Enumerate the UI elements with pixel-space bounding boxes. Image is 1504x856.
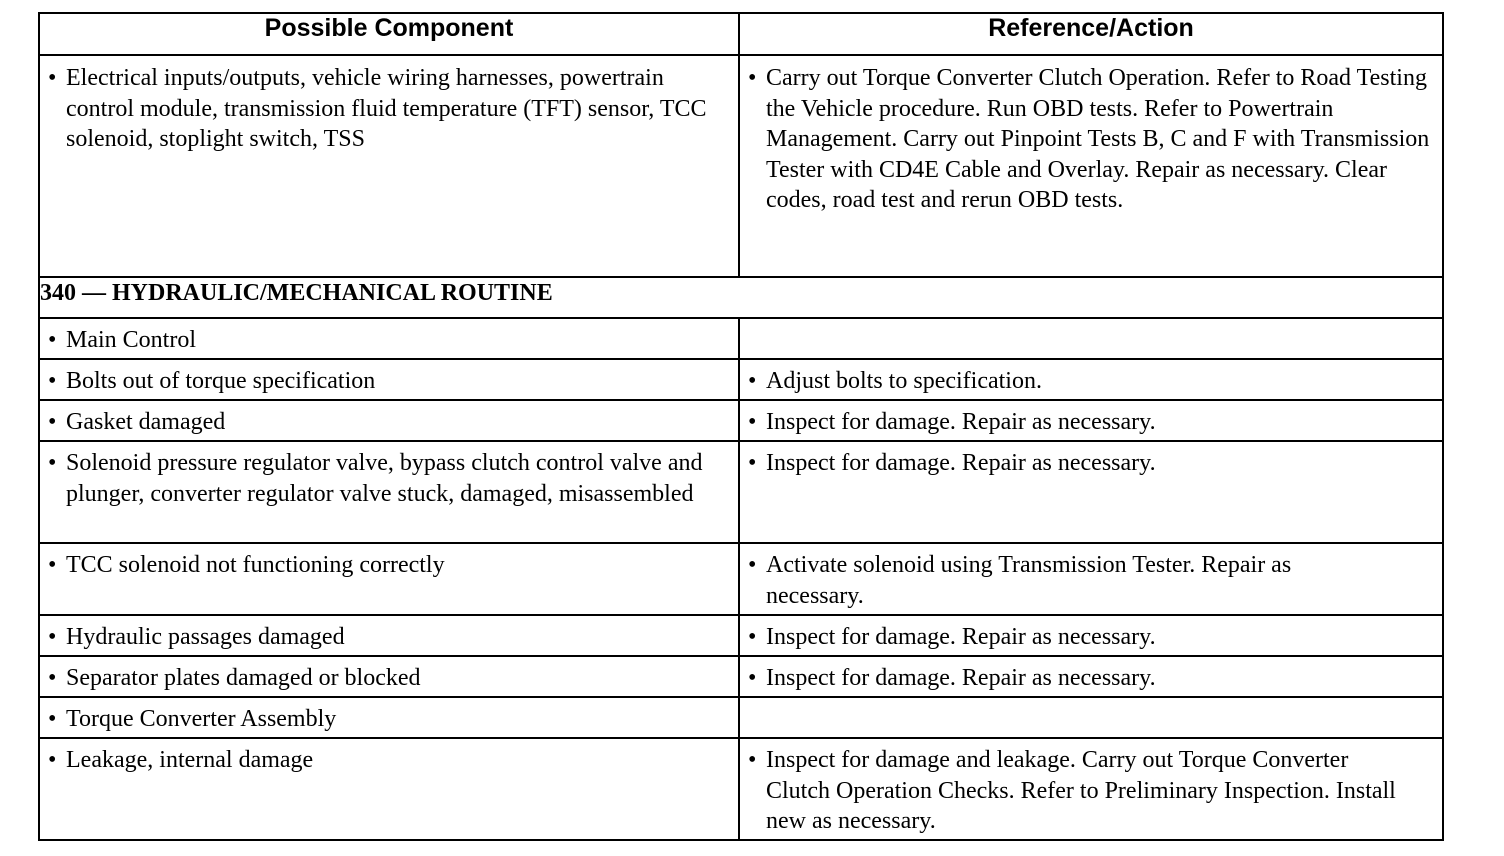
action-cell [739,441,1443,543]
table-row [39,656,1443,697]
action-cell [739,738,1443,840]
bullet-icon: • [48,409,57,435]
component-cell [39,656,739,697]
header-reference-action: Reference/Action [739,13,1443,55]
section-row [39,277,1443,318]
action-text: Inspect for damage. Repair as necessary. [766,665,1156,691]
bullet-icon: • [48,450,57,476]
action-text: Inspect for damage. Repair as necessary. [766,450,1156,476]
section-title: 340 — HYDRAULIC/MECHANICAL ROUTINE [39,277,1443,318]
action-cell [739,359,1443,400]
diagnostic-table [38,12,1444,841]
header-possible-component: Possible Component [39,13,739,55]
bullet-icon: • [48,665,57,691]
component-cell [39,543,739,615]
action-text: Inspect for damage and leakage. Carry out Torque Converter Clutch Operation Checks. Refer to Preliminary Inspection. Install new as necessary. [766,747,1396,834]
bullet-icon: • [748,409,757,435]
table-row [39,55,1443,277]
action-cell [739,697,1443,738]
bullet-icon: • [48,624,57,650]
action-text: Inspect for damage. Repair as necessary. [766,624,1156,650]
component-cell [39,55,739,277]
component-cell [39,359,739,400]
action-cell [739,656,1443,697]
bullet-icon: • [748,747,757,773]
action-cell [739,543,1443,615]
component-text: Leakage, internal damage [66,747,314,773]
bullet-icon: • [748,624,757,650]
action-cell [739,400,1443,441]
bullet-icon: • [48,327,57,353]
component-text: Main Control [66,327,196,353]
bullet-icon: • [748,65,757,91]
component-cell [39,615,739,656]
action-cell [739,55,1443,277]
component-text: Gasket damaged [66,409,226,435]
table-row [39,697,1443,738]
bullet-icon: • [748,368,757,394]
component-text: Bolts out of torque specification [66,368,376,394]
table-header-row [39,13,1443,55]
component-text: Separator plates damaged or blocked [66,665,421,691]
table-row [39,441,1443,543]
component-cell [39,697,739,738]
table-row [39,738,1443,840]
bullet-icon: • [48,368,57,394]
bullet-icon: • [48,706,57,732]
action-text: Inspect for damage. Repair as necessary. [766,409,1156,435]
component-cell [39,400,739,441]
component-cell [39,441,739,543]
table-row [39,359,1443,400]
action-text: Carry out Torque Converter Clutch Operation. Refer to Road Testing the Vehicle procedure. Run OBD tests. Refer to Powertrain Management. Carry out Pinpoint Tests B, C and F with Transmission Tester with CD4E Cable and Overlay. Repair as necessary. Clear codes, road test and rerun OBD tests. [766,65,1430,213]
action-text: Adjust bolts to specification. [766,368,1042,394]
component-text: Torque Converter Assembly [66,706,337,732]
component-text: Solenoid pressure regulator valve, bypass clutch control valve and plunger, converter regulator valve stuck, damaged, misassembled [66,450,703,507]
action-text: Activate solenoid using Transmission Tester. Repair as necessary. [766,552,1292,609]
action-cell [739,318,1443,359]
table-row [39,318,1443,359]
component-cell [39,738,739,840]
bullet-icon: • [48,65,57,91]
table-row [39,543,1443,615]
bullet-icon: • [48,552,57,578]
component-text: TCC solenoid not functioning correctly [66,552,445,578]
bullet-icon: • [748,450,757,476]
table-row [39,400,1443,441]
component-text: Hydraulic passages damaged [66,624,345,650]
bullet-icon: • [748,665,757,691]
table-row [39,615,1443,656]
bullet-icon: • [48,747,57,773]
component-text: Electrical inputs/outputs, vehicle wiring harnesses, powertrain control module, transmission fluid temperature (TFT) sensor, TCC solenoid, stoplight switch, TSS [66,65,707,152]
component-cell [39,318,739,359]
action-cell [739,615,1443,656]
bullet-icon: • [748,552,757,578]
